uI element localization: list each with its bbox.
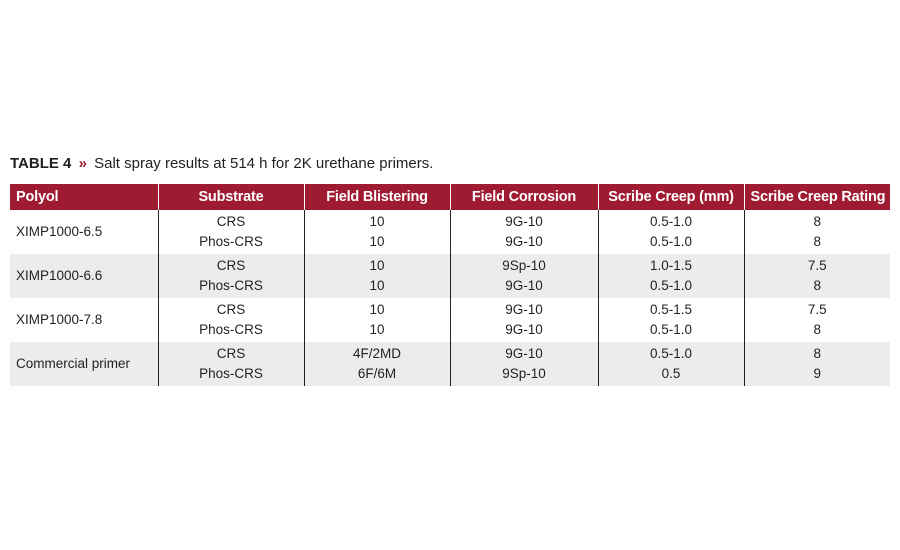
- cell-line: 10: [369, 302, 385, 317]
- cell-polyol: XIMP1000-7.8: [10, 298, 158, 342]
- cell-field-blistering: [304, 342, 450, 386]
- cell-scribe-creep: [598, 342, 744, 386]
- cell-polyol: Commercial primer: [10, 342, 158, 386]
- cell-scribe-creep-rating: [744, 210, 890, 254]
- table-header: [10, 184, 890, 210]
- header-scribe-creep-rating: Scribe Creep Rating: [744, 184, 890, 210]
- cell-line: 8: [813, 234, 821, 249]
- header-field-blistering: Field Blistering: [304, 184, 450, 210]
- header-row: [10, 184, 890, 210]
- cell-substrate: [158, 210, 304, 254]
- cell-line: 10: [369, 278, 385, 293]
- cell-line: 9G-10: [505, 322, 543, 337]
- cell-line: 8: [813, 322, 821, 337]
- cell-line: 9Sp-10: [502, 258, 546, 273]
- cell-scribe-creep: [598, 254, 744, 298]
- cell-line: 10: [369, 322, 385, 337]
- cell-line: 9G-10: [505, 302, 543, 317]
- salt-spray-results-table: [10, 184, 890, 386]
- cell-substrate: [158, 298, 304, 342]
- cell-line: CRS: [216, 302, 246, 317]
- header-scribe-creep: Scribe Creep (mm): [598, 184, 744, 210]
- cell-line: Phos-CRS: [199, 366, 263, 381]
- cell-polyol: XIMP1000-6.5: [10, 210, 158, 254]
- cell-line: 0.5-1.0: [649, 234, 693, 249]
- cell-line: 7.5: [807, 258, 827, 273]
- cell-polyol: XIMP1000-6.6: [10, 254, 158, 298]
- cell-line: 9G-10: [505, 214, 543, 229]
- cell-line: 0.5-1.5: [649, 302, 693, 317]
- cell-line: 9G-10: [505, 346, 543, 361]
- cell-scribe-creep: [598, 210, 744, 254]
- cell-line: 8: [813, 278, 821, 293]
- table-row: [10, 210, 890, 254]
- header-substrate: Substrate: [158, 184, 304, 210]
- cell-field-corrosion: [450, 254, 598, 298]
- cell-scribe-creep: [598, 298, 744, 342]
- cell-field-corrosion: [450, 210, 598, 254]
- table-caption-label: TABLE 4: [10, 155, 72, 172]
- cell-line: 0.5-1.0: [649, 322, 693, 337]
- cell-line: Phos-CRS: [199, 322, 263, 337]
- cell-line: 9: [813, 366, 821, 381]
- cell-line: 4F/2MD: [352, 346, 401, 361]
- cell-field-blistering: [304, 254, 450, 298]
- table-row: [10, 254, 890, 298]
- cell-scribe-creep-rating: [744, 298, 890, 342]
- header-polyol: Polyol: [10, 184, 158, 210]
- cell-substrate: [158, 254, 304, 298]
- cell-line: 9Sp-10: [502, 366, 546, 381]
- cell-line: 0.5: [661, 366, 681, 381]
- cell-field-corrosion: [450, 298, 598, 342]
- cell-line: 8: [813, 346, 821, 361]
- cell-line: Phos-CRS: [199, 234, 263, 249]
- cell-line: 0.5-1.0: [649, 214, 693, 229]
- cell-line: 0.5-1.0: [649, 278, 693, 293]
- table-body: [10, 210, 890, 386]
- cell-substrate: [158, 342, 304, 386]
- table-caption-text: Salt spray results at 514 h for 2K urethane primers.: [94, 155, 434, 172]
- table-row: [10, 298, 890, 342]
- cell-line: CRS: [216, 214, 246, 229]
- cell-line: CRS: [216, 346, 246, 361]
- table-row: [10, 342, 890, 386]
- cell-line: 10: [369, 234, 385, 249]
- cell-field-blistering: [304, 210, 450, 254]
- cell-line: 10: [369, 258, 385, 273]
- header-field-corrosion: Field Corrosion: [450, 184, 598, 210]
- cell-field-corrosion: [450, 342, 598, 386]
- cell-field-blistering: [304, 298, 450, 342]
- cell-line: 9G-10: [505, 234, 543, 249]
- table-caption: [10, 155, 433, 172]
- cell-line: 10: [369, 214, 385, 229]
- cell-scribe-creep-rating: [744, 342, 890, 386]
- caption-separator: »: [78, 155, 87, 172]
- cell-line: 0.5-1.0: [649, 346, 693, 361]
- cell-line: 6F/6M: [357, 366, 397, 381]
- cell-line: 8: [813, 214, 821, 229]
- cell-line: Phos-CRS: [199, 278, 263, 293]
- cell-line: 9G-10: [505, 278, 543, 293]
- cell-scribe-creep-rating: [744, 254, 890, 298]
- cell-line: 7.5: [807, 302, 827, 317]
- cell-line: 1.0-1.5: [649, 258, 693, 273]
- cell-line: CRS: [216, 258, 246, 273]
